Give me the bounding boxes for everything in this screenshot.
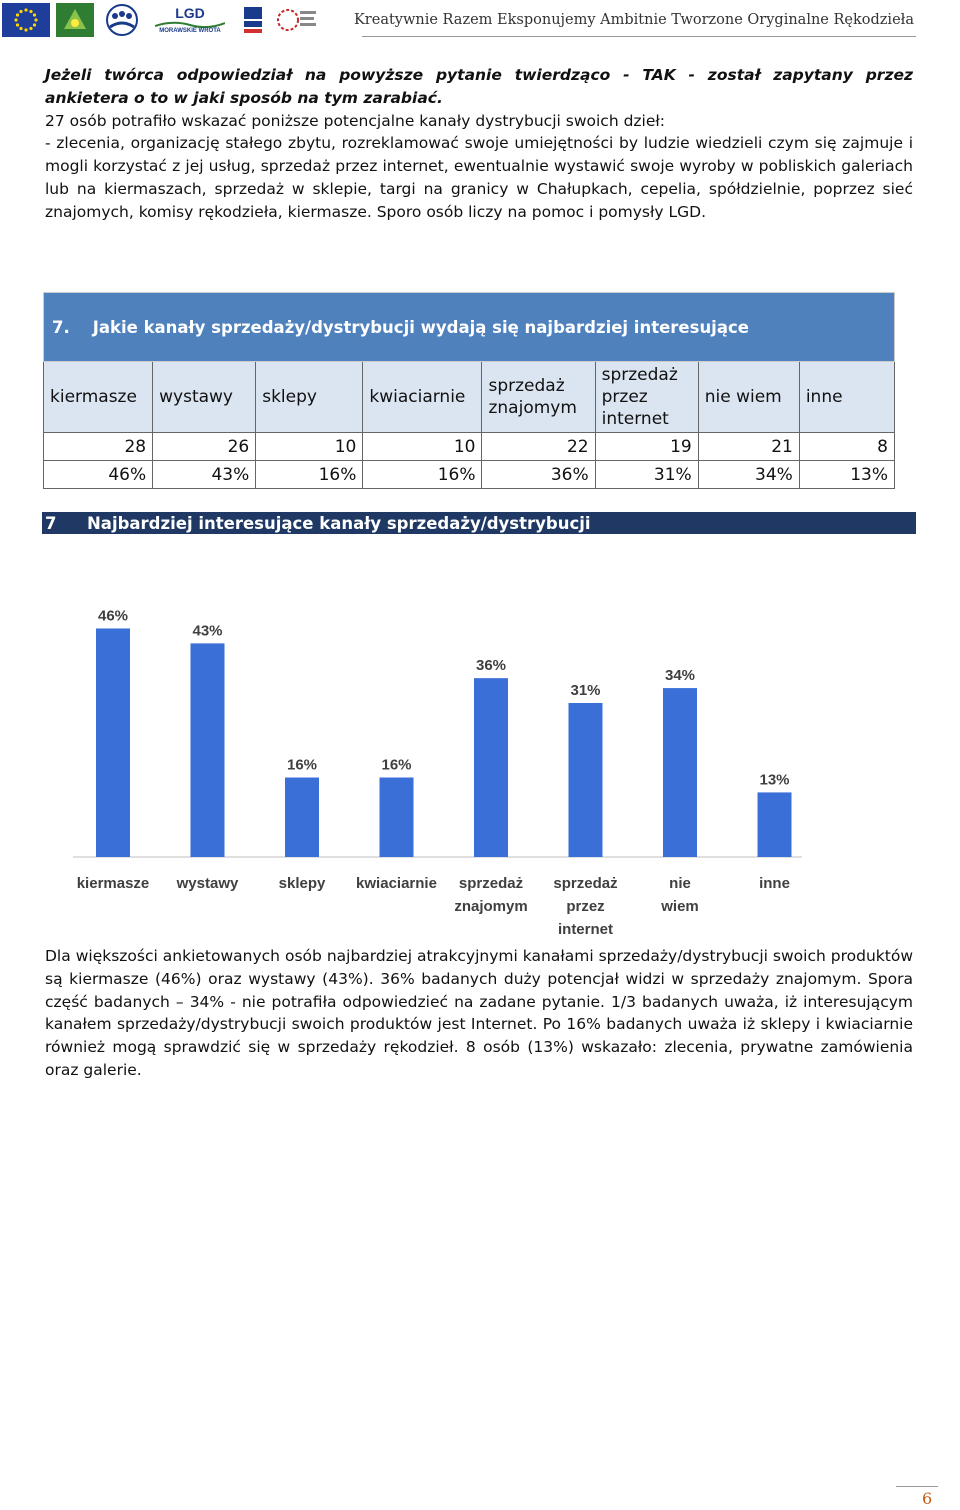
bar-7 [758, 792, 792, 857]
question-number: 7. [52, 317, 70, 337]
category-label-line: internet [557, 921, 614, 938]
category-label-line: znajomym [454, 898, 528, 915]
category-label-line: kiermasze [76, 875, 150, 892]
bar-5 [569, 703, 603, 857]
summary-section [45, 945, 913, 1082]
rural-programme-logo [276, 3, 318, 37]
count-cell: 22 [482, 433, 595, 461]
table-title-row [44, 293, 895, 362]
data-label-1: 43% [192, 622, 223, 640]
data-label-2: 16% [286, 756, 318, 774]
header-cell: sprzedaż przez internet [595, 362, 698, 433]
survey-results-table [43, 292, 895, 489]
count-cell: 28 [44, 433, 153, 461]
document-running-title: Kreatywnie Razem Eksponujemy Ambitnie Tworzone Oryginalne Rękodzieła [353, 12, 914, 28]
bar-1 [191, 643, 225, 857]
category-label-line: inne [759, 875, 790, 892]
header-cell: sklepy [256, 362, 363, 433]
header-cell: kwiaciarnie [363, 362, 482, 433]
percent-cell: 16% [363, 461, 482, 489]
data-label-0: 46% [97, 607, 129, 625]
category-label-line: przez [566, 898, 605, 915]
bar-chart [60, 560, 820, 945]
leader-logo [56, 3, 94, 37]
percent-cell: 36% [482, 461, 595, 489]
page-header [0, 0, 960, 44]
bar-chart-svg [60, 560, 820, 945]
section-number: 7 [45, 514, 57, 533]
category-label-1 [176, 875, 239, 892]
table-counts-row [44, 433, 895, 461]
data-label-5: 31% [570, 681, 601, 699]
count-cell: 10 [363, 433, 482, 461]
bar-6 [663, 688, 697, 857]
intro-section [45, 64, 913, 224]
section-title: Najbardziej interesujące kanały sprzedaży/dystrybucji [87, 514, 591, 533]
eu-flag-logo [2, 3, 50, 37]
intro-body: - zlecenia, organizację stałego zbytu, rozreklamować swoje umiejętności by ludzie wiedzieli czym się zajmuje i mogli korzystać z jej usług, sprzedaż przez internet, ewentualnie wystawić swoje wyroby w pobliskich galeriach lub na kiermaszach, sprzedaż w sklepie, targi na granicy w Chałupkach, cepelia, spółdzielnie, poprzez sieć znajomych, komisy rękodzieła, kiermasze. Sporo osób liczy na pomoc i pomysły LGD. [45, 134, 913, 221]
bar-0 [96, 628, 130, 857]
header-cell: kiermasze [44, 362, 153, 433]
category-label-line: sprzedaż [458, 875, 524, 892]
header-divider [362, 36, 916, 37]
category-label-line: kwiaciarnie [356, 875, 437, 892]
header-cell: wystawy [153, 362, 256, 433]
regional-flag-logo [236, 3, 270, 37]
partner-logos [2, 2, 318, 38]
count-cell: 10 [256, 433, 363, 461]
intro-line1: 27 osób potrafiło wskazać poniższe potencjalne kanały dystrybucji swoich dzieł: [45, 111, 666, 130]
bar-3 [380, 778, 414, 857]
category-label-0 [77, 875, 150, 892]
data-label-6: 34% [664, 667, 696, 685]
bar-2 [285, 778, 319, 857]
count-cell: 19 [595, 433, 698, 461]
count-cell: 26 [153, 433, 256, 461]
percent-cell: 16% [256, 461, 363, 489]
header-cell: nie wiem [698, 362, 799, 433]
category-label-3 [356, 875, 437, 892]
count-cell: 21 [698, 433, 799, 461]
lgd-logo-subtext: MORAWSKIE WROTA [159, 28, 221, 34]
category-label-6 [660, 875, 699, 915]
category-label-7 [759, 875, 790, 892]
category-label-line: nie [669, 875, 691, 892]
category-label-line: wiem [661, 898, 699, 915]
category-label-line: sprzedaż [553, 875, 618, 892]
lgd-morawskie-wrota-logo [150, 3, 230, 37]
data-label-7: 13% [759, 771, 790, 789]
count-cell: 8 [799, 433, 894, 461]
footer-divider [896, 1486, 938, 1487]
data-label-4: 36% [475, 657, 507, 675]
table-header-row [44, 362, 895, 433]
percent-cell: 31% [595, 461, 698, 489]
category-label-line: wystawy [176, 875, 239, 892]
percent-cell: 34% [698, 461, 799, 489]
bar-4 [474, 678, 508, 857]
percent-cell: 43% [153, 461, 256, 489]
summary-paragraph: Dla większości ankietowanych osób najbardziej atrakcyjnymi kanałami sprzedaży/dystrybucji swoich produktów są kiermasze (46%) oraz wystawy (43%). 36% badanych duży potencjał widzi w sprzedaży znajomym. Spora część badanych – 34% - nie potrafiła odpowiedzieć na zadane pytanie. 1/3 badanych uważa, iż interesującym kanałem sprzedaży/dystrybucji swoich produktów jest Internet. Po 16% badanych uważa iż sklepy i kwiaciarnie również mogą sprawdzić się w sprzedaży rękodzieł. 8 osób (13%) wskazało: zlecenia, prywatne zamówienia oraz galerie. [45, 947, 913, 1079]
percent-cell: 46% [44, 461, 153, 489]
category-label-4 [454, 875, 527, 915]
category-label-5 [553, 875, 617, 938]
page-number: 6 [922, 1489, 933, 1508]
lgd-logo-text: LGD [175, 5, 205, 21]
chart-section-heading [42, 512, 916, 534]
data-label-3: 16% [381, 756, 412, 774]
category-label-line: sklepy [278, 875, 326, 892]
community-logo [100, 3, 144, 37]
table-title-cell [44, 293, 895, 362]
percent-cell: 13% [799, 461, 894, 489]
category-label-2 [279, 875, 326, 892]
question-title: Jakie kanały sprzedaży/dystrybucji wydają się najbardziej interesujące [92, 317, 749, 337]
header-cell: sprzedaż znajomym [482, 362, 595, 433]
intro-question: Jeżeli twórca odpowiedział na powyższe pytanie twierdząco - TAK - został zapytany przez ankietera o to w jaki sposób na tym zarabiać. [45, 66, 913, 107]
table-percents-row [44, 461, 895, 489]
header-cell: inne [799, 362, 894, 433]
